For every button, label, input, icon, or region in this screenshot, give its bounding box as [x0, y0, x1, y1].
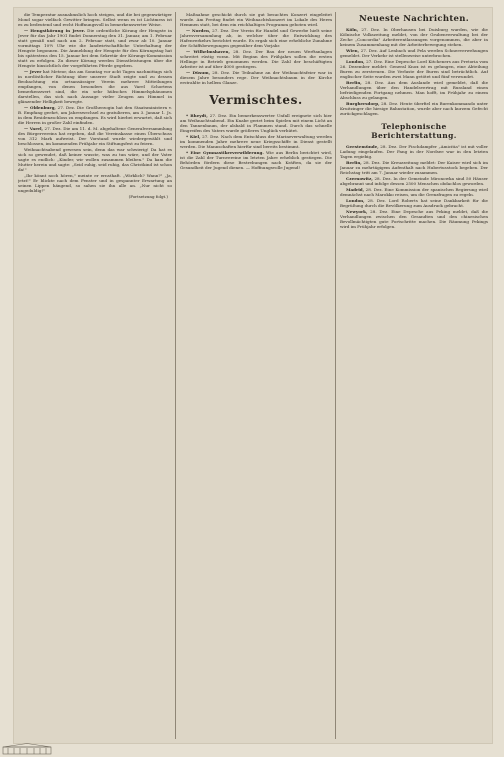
newspaper-page — [14, 8, 492, 743]
paragraph: die Temperatur ausnahmslich hoch steigen, und die bei gegenwärtiger Mond sogar vielfach Gewitter bringen. Selbst wenn es ist Lichtmess ist es zu bedeutend und recht Hoffnungsvoll in bemerkenswerter Weise. — [18, 12, 172, 27]
paragraph: — Varel, 27. Dez. Die am 11. d. M. abgehaltene Generalversammlung des Bürgervereins hat ergeben, daß die Vereinskasse einen Überschuss von 312 Mark aufweist. Der Vorstand wurde wiedergewählt und beschlossen, im kommenden Frühjahr ein Stiftungsfest zu feiern. — [18, 126, 172, 146]
paragraph: — Hengstkörung in Jever. Die ordentliche Körung der Hengste in Jever für das Jahr 1901 findet Donnerstag den 31. Januar, am 1. Februar statt gemäß und nach am 2. Februar statt, und zwar ab 10. Januar vormittags 10½ Uhr wie die landwirtschaftliche Unterhaltung der Hengste begonnen. Die Anmeldung der Hengste für den Körungstag hat bis spätestens den 15. Januar bei dem Sekretär der Körungs-Kommission statt zu erfolgen. Zu dieser Körung werden Dienstleistungen über die Hengste hinsichtlich der vorgeführten Pferde gegeben. — [18, 28, 172, 68]
continuation-note: (Fortsetzung folgt.) — [128, 194, 168, 199]
paragraph: — Wilhelmshaven, 28. Dez. Der Bau der neuen Werftanlagen schreitet rüstig voran. Mit Beginn des Frühjahrs sollen die ersten Hellinge in Betrieb genommen werden. Die Zahl der beschäftigten Arbeiter ist auf über 4000 gestiegen. — [180, 49, 332, 69]
paragraph: Berlin, 28. Dez. Die Kreuzzeitung meldet: Der Kaiser wird sich im Januar zu mehrtägigem Aufenthalt nach Hubertusstock begeben. Der Reichstag tritt am 7. Januar wieder zusammen. — [340, 160, 488, 175]
paragraph: Czernowitz, 28. Dez. In der Gemeinde Mironowka sind 50 Häuser abgebrannt und infolge dessen 2500 Menschen obdachlos geworden. — [340, 176, 488, 186]
column-right — [340, 12, 488, 739]
paragraph: — Norden, 27. Dez. Der Verein für Handel und Gewerbe hielt seine Jahresversammlung ab, in welcher über die Entwicklung des Hafenverkehrs berichtet wurde. Es ergab sich eine erhebliche Zunahme der Schiffsbewegungen gegenüber dem Vorjahr. — [180, 28, 332, 48]
paragraph: Newyork, 28. Dez. Eine Depesche aus Peking meldet, daß die Verhandlungen zwischen den Gesandten und den chinesischen Bevollmächtigten gute Fortschritte machen. Die Räumung Pekings wird im Frühjahr erfolgen. — [340, 209, 488, 229]
paragraph: „Ihr könnt noch hören," meinte er ernsthaft. „Wirklich? Wann?" „Ja, jetzt!" Er blickte nach dem Fenster und in gespannter Erwartung an seinen Lippen hängend, so sahen sie ihn alle an. „Nur nicht so ungeduldig!" — [18, 173, 172, 193]
paragraph: London, 28. Dez. Lord Roberts hat seine Dankbarkeit für die Begrüßung durch die Bevölkerung zum Ausdruck gebracht. — [340, 198, 488, 208]
paragraph: * Eine Gymnastikreverwilderung. Wie aus Berlin berichtet wird, ist die Zahl der Turnvereine im letzten Jahre erheblich gestiegen. Die Behörden fördern diese Bestrebungen nach Kräften, da sie der Gesundheit der Jugend dienen. — Hoffnungsvolle Jugend! — [180, 150, 332, 170]
paragraph: Geestemünde, 28. Dez. Der Fischdampfer „Amicitia" ist mit voller Ladung eingelaufen. Der Fang in der Nordsee war in den letzten Tagen ergiebig. — [340, 144, 488, 159]
paragraph: — Düsum, 28. Dez. Die Teilnahme an der Weihnachtsfeier war in diesem Jahre besonders rege. Der Weihnachtsbaum in der Kirche erstrahlte in hellem Glanze. — [180, 70, 332, 85]
column-middle — [180, 12, 332, 739]
paragraph: Köln, 27. Dez. In Oberhausen bei Duisburg wurden, wie die Kölnische Volkszeitung meldet, von der Grubenverwaltung bei der Zeche „Concordia" Arbeiterentlassungen vorgenommen, die aber in keinem Zusammenhang mit der Arbeiterbewegung stehen. — [340, 27, 488, 47]
paragraph: Berlin, 28. Dez. Aus dem Auslande wird gemeldet, daß die Verhandlungen über den Handelsvertrag mit Russland einen befriedigenden Fortgang nehmen. Man hofft, im Frühjahr zu einem Abschluss zu gelangen. — [340, 80, 488, 100]
library-logo — [2, 743, 52, 755]
paragraph: — Oldenburg, 27. Dez. Die Großherzogin hat den Staatsministern v. B. Empfang geehrt, am Jahreswechsel zu gratulieren, am 3. Januar 1. Js. in dem Residenzschloss zu empfangen. Es wird hierbei erwartet, daß sich die Herren in großer Zahl einfinden. — [18, 105, 172, 125]
paragraph: Wien, 27. Dez. Auf Lenbach und Pela werden Schneeverwehungen gemeldet. Der Verkehr ist stellenweise unterbrochen. — [340, 48, 488, 58]
column-divider — [175, 12, 176, 739]
section-title-telephonische-berichterstattung: Telephonische Berichterstattung. — [371, 122, 457, 140]
building-icon — [2, 743, 52, 755]
paragraph: Weihnachtsabend gewesen sein, denn das war schwierig! Da hat es sich so gewendet, daß keiner wusste, was zu tun wäre, und der Vater sagte es endlich: „Kinder, wir wollen zusammen bleiben." Da kam die Mutter herein und sagte: „Seid ruhig, seid ruhig, das Christkind ist schon da!" — [18, 147, 172, 172]
section-title-vermischtes: Vermischtes. — [209, 93, 303, 107]
paragraph: London, 27. Dez. Eine Depesche Lord Kitcheners aus Pretoria vom 26. Dezember meldet: General Knox ist es gelungen, eine Abteilung Buren zu zerstreuen. Die Verluste der Buren sind beträchtlich. Auf englischer Seite wurden zwei Mann getötet und fünf verwundet. — [340, 59, 488, 79]
column-divider — [335, 12, 336, 739]
paragraph: Madrid, 28. Dez. Eine Kommission der spanischen Regierung wird demnächst nach Marokko reisen, um die Grenzfragen zu regeln. — [340, 187, 488, 197]
paragraph: Maßnahme geschickt durch sie gut besuchtes Konzert eingeleitet wurde. Am Freitag findet ein Weihnachtskonzert im Lokale des Herrn Hemmen statt, bei dem ein reichhaltiges Programm geboten wird. — [180, 12, 332, 27]
paragraph: * Rheydt, 27. Dez. Ein bemerkenswerter Unfall ereignete sich hier am Weihnachtsabend. Ein Knabe geriet beim Spielen mit einem Licht an den Tannenbaum, der alsbald in Flammen stand. Durch das schnelle Eingreifen des Vaters wurde größeres Unglück verhütet. — [180, 113, 332, 133]
paragraph: * Kiel, 27. Dez. Nach dem Entschluss der Marineverwaltung werden im kommenden Jahre mehrere neue Kriegsschiffe in Dienst gestellt werden. Die Mannschaften hierfür sind bereits bestimmt. — [180, 134, 332, 149]
paragraph: — Jever hat Meteor, das am Sonntag vor acht Tagen nachmittags sich in nordöstlicher Richtung über unserer Stadt zeigte und zu dessen Beobachtung ein ortsansässiger Verein mehrere Mitteilungen empfangen, von denen besonders die aus Varel Schortens bemerkenswert sind, die ein sehr hübsches Himmelsphänomen darstellen, das sich nach Aussage vieler Zeugen am Himmel in glänzender Helligkeit bewegte. — [18, 69, 172, 104]
paragraph: Burghersdorp, 28. Dez. Heute überfiel ein Burenkommando unter Kruitzinger die hiesige Bahnstation, wurde aber nach kurzem Gefecht zurückgeschlagen. — [340, 101, 488, 116]
column-left — [18, 12, 172, 739]
section-title-neueste-nachrichten: Neueste Nachrichten. — [358, 14, 469, 24]
